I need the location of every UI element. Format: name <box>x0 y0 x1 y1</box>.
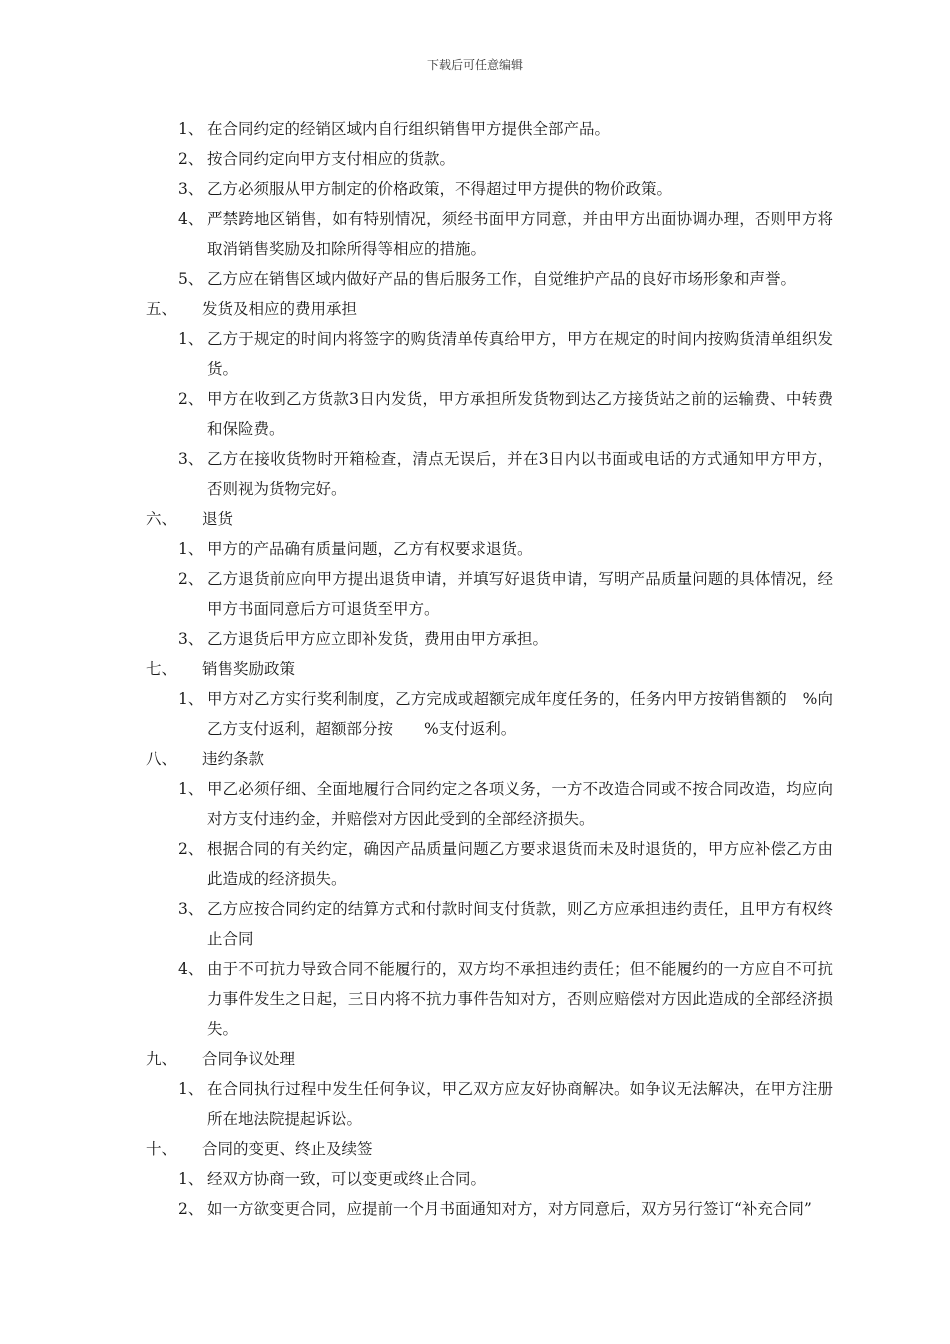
section-breach <box>0 744 950 1044</box>
list-item <box>0 954 833 1044</box>
item-number: 4、 <box>178 960 204 978</box>
item-text: 乙方应按合同约定的结算方式和付款时间支付货款，则乙方应承担违约责任，且甲方有权终止合同 <box>207 900 833 948</box>
item-number: 3、 <box>178 630 204 648</box>
section-returns <box>0 504 950 654</box>
list-item <box>0 174 833 204</box>
item-number: 2、 <box>178 390 204 408</box>
section-heading <box>0 1044 950 1074</box>
section-number: 八、 <box>146 750 178 768</box>
item-number: 2、 <box>178 570 204 588</box>
item-number: 5、 <box>178 270 204 288</box>
item-number: 1、 <box>178 1170 204 1188</box>
section-heading <box>0 294 950 324</box>
list-item <box>0 384 833 444</box>
list-item <box>0 834 833 894</box>
item-number: 1、 <box>178 120 204 138</box>
section-dispute <box>0 1044 950 1134</box>
section-number: 十、 <box>146 1140 178 1158</box>
list-item <box>0 684 833 744</box>
list-item <box>0 1194 833 1224</box>
item-number: 1、 <box>178 690 204 708</box>
item-text: 甲方在收到乙方货款3日内发货，甲方承担所发货物到达乙方接货站之前的运输费、中转费和保险费。 <box>207 390 833 438</box>
item-number: 1、 <box>178 1080 204 1098</box>
section-title: 违约条款 <box>202 750 265 768</box>
list-item <box>0 114 833 144</box>
list-item <box>0 564 833 624</box>
item-text: 乙方必须服从甲方制定的价格政策，不得超过甲方提供的物价政策。 <box>207 180 673 198</box>
section-number: 五、 <box>146 300 178 318</box>
item-text: 乙方退货前应向甲方提出退货申请，并填写好退货申请，写明产品质量问题的具体情况，经甲方书面同意后方可退货至甲方。 <box>207 570 833 618</box>
list-item <box>0 534 833 564</box>
section-title: 退货 <box>202 510 234 528</box>
section-title: 发货及相应的费用承担 <box>202 300 358 318</box>
section-number: 七、 <box>146 660 178 678</box>
section-heading <box>0 1134 950 1164</box>
item-number: 3、 <box>178 180 204 198</box>
section-shipping <box>0 294 950 504</box>
item-number: 3、 <box>178 900 204 918</box>
section-title: 销售奖励政策 <box>202 660 296 678</box>
item-number: 3、 <box>178 450 204 468</box>
section-heading <box>0 504 950 534</box>
list-item <box>0 324 833 384</box>
section-title: 合同的变更、终止及续签 <box>202 1140 373 1158</box>
section-continued <box>0 114 950 294</box>
item-text: 按合同约定向甲方支付相应的货款。 <box>207 150 456 168</box>
item-text: 严禁跨地区销售，如有特别情况，须经书面甲方同意，并由甲方出面协调办理，否则甲方将取消销售奖励及扣除所得等相应的措施。 <box>207 210 833 258</box>
item-text: 在合同约定的经销区域内自行组织销售甲方提供全部产品。 <box>207 120 611 138</box>
item-text: 甲方对乙方实行奖利制度，乙方完成或超额完成年度任务的，任务内甲方按销售额的 %向乙方支付返利，超额部分按 %支付返利。 <box>207 690 833 738</box>
item-text: 乙方应在销售区域内做好产品的售后服务工作，自觉维护产品的良好市场形象和声誉。 <box>207 270 797 288</box>
item-text: 根据合同的有关约定，确因产品质量问题乙方要求退货而未及时退货的，甲方应补偿乙方由此造成的经济损失。 <box>207 840 833 888</box>
list-item <box>0 444 833 504</box>
item-text: 甲方的产品确有质量问题，乙方有权要求退货。 <box>207 540 533 558</box>
item-number: 1、 <box>178 330 204 348</box>
list-item <box>0 264 833 294</box>
page-header: 下载后可任意编辑 <box>426 58 523 72</box>
item-text: 甲乙必须仔细、全面地履行合同约定之各项义务，一方不改造合同或不按合同改造，均应向对方支付违约金，并赔偿对方因此受到的全部经济损失。 <box>207 780 833 828</box>
item-text: 在合同执行过程中发生任何争议，甲乙双方应友好协商解决。如争议无法解决，在甲方注册所在地法院提起诉讼。 <box>207 1080 833 1128</box>
section-number: 九、 <box>146 1050 178 1068</box>
list-item <box>0 774 833 834</box>
section-number: 六、 <box>146 510 178 528</box>
section-sales-incentives <box>0 654 950 744</box>
item-text: 乙方退货后甲方应立即补发货，费用由甲方承担。 <box>207 630 549 648</box>
item-text: 经双方协商一致，可以变更或终止合同。 <box>207 1170 487 1188</box>
item-text: 如一方欲变更合同，应提前一个月书面通知对方，对方同意后，双方另行签订“补充合同” <box>207 1200 812 1218</box>
list-item <box>0 1164 833 1194</box>
item-text: 乙方于规定的时间内将签字的购货清单传真给甲方，甲方在规定的时间内按购货清单组织发货。 <box>207 330 833 378</box>
item-number: 1、 <box>178 540 204 558</box>
item-text: 由于不可抗力导致合同不能履行的，双方均不承担违约责任；但不能履约的一方应自不可抗力事件发生之日起，三日内将不抗力事件告知对方，否则应赔偿对方因此造成的全部经济损失。 <box>207 960 833 1038</box>
item-text: 乙方在接收货物时开箱检查，清点无误后，并在3日内以书面或电话的方式通知甲方甲方，否则视为货物完好。 <box>207 450 833 498</box>
list-item <box>0 204 833 264</box>
list-item <box>0 1074 833 1134</box>
list-item <box>0 144 833 174</box>
section-amendment <box>0 1134 950 1224</box>
document-body <box>0 114 950 1224</box>
section-title: 合同争议处理 <box>202 1050 296 1068</box>
section-heading <box>0 654 950 684</box>
item-number: 2、 <box>178 150 204 168</box>
list-item <box>0 624 833 654</box>
item-number: 2、 <box>178 840 204 858</box>
section-heading <box>0 744 950 774</box>
item-number: 4、 <box>178 210 204 228</box>
item-number: 1、 <box>178 780 204 798</box>
list-item <box>0 894 833 954</box>
item-number: 2、 <box>178 1200 204 1218</box>
